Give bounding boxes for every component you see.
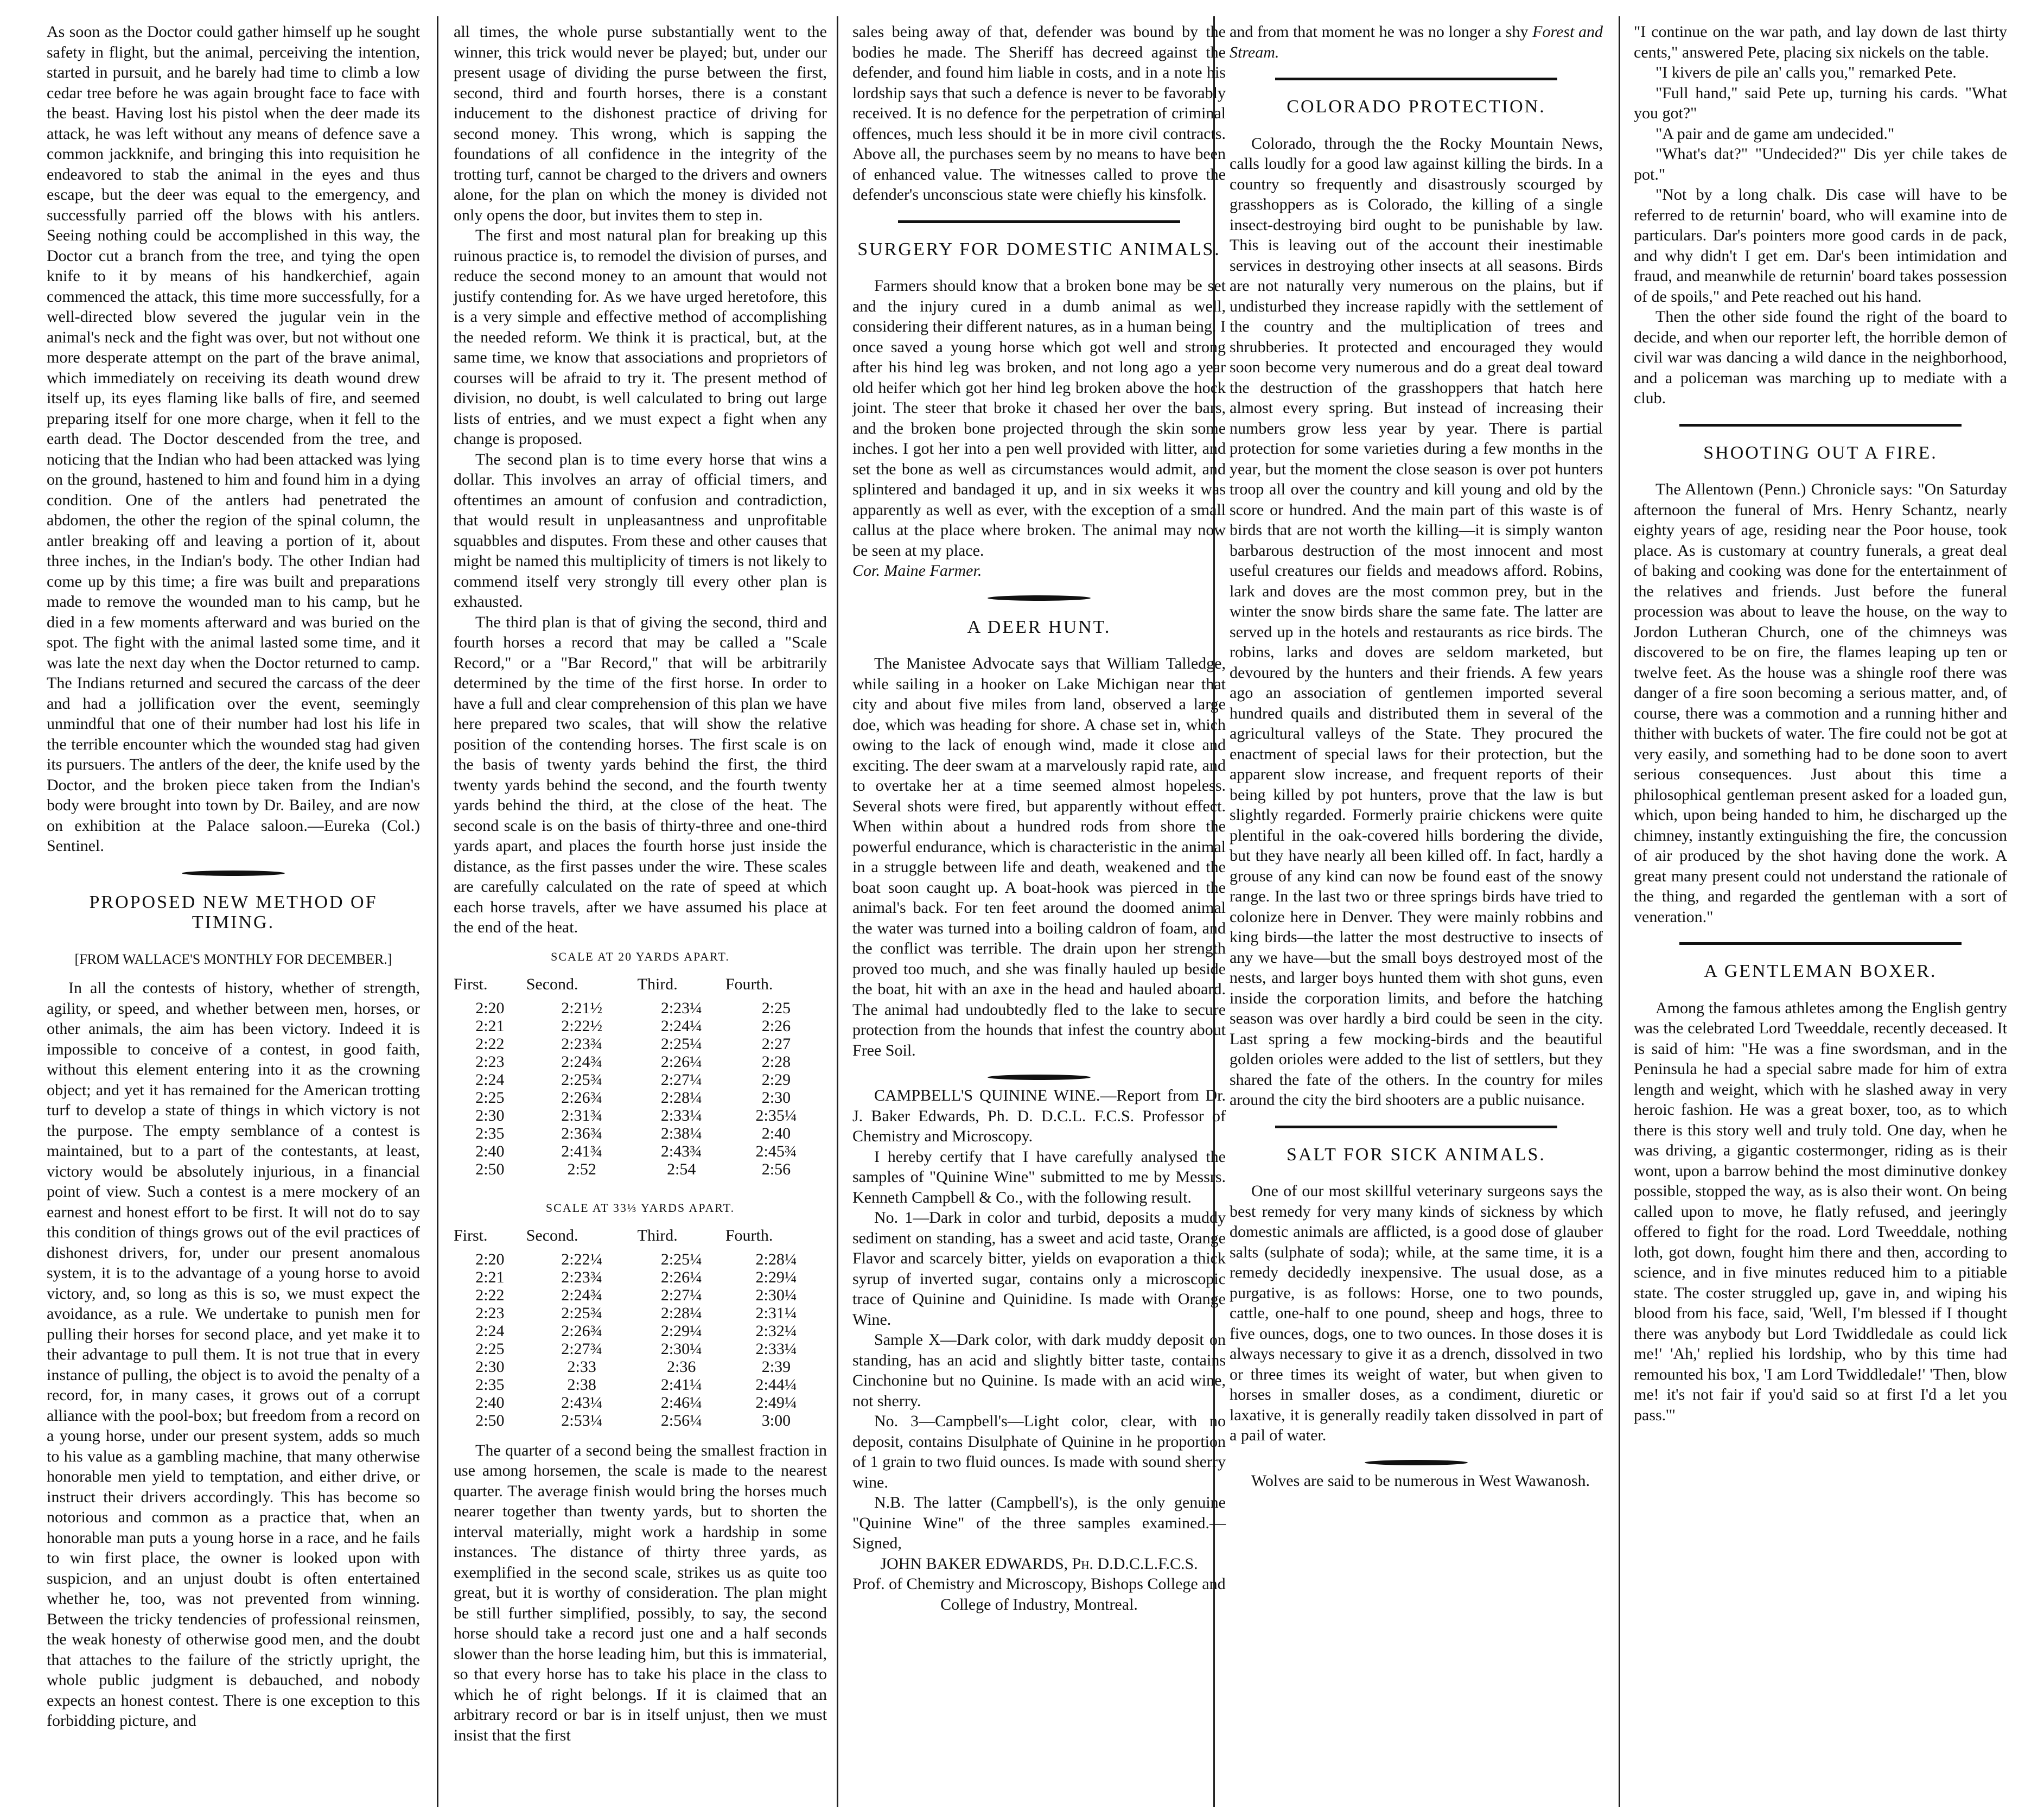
- forest-stream-text: and from that moment he was no longer a shy: [1230, 23, 1529, 41]
- poker-paragraph: Then the other side found the right of the board to decide, and when our reporter left, the horrible demon of civil war was dancing a wild dance in the neighborhood, and a policeman was marching up to mediate with a club.: [1634, 308, 2007, 407]
- scale-cell: 2:24¾: [561, 1286, 603, 1304]
- scale-cell: 2:20: [475, 1250, 505, 1268]
- quinine-paragraph: [852, 1085, 1226, 1147]
- scale-cell: 2:23: [475, 1052, 505, 1071]
- timing-paragraph: In all the contests of history, whether of strength, agility, or speed, and whether between men, horses, or other animals, the aim has been victory. Indeed it is impossible to conceive of a contest, in good faith, without this element entering into it as the crowning object; and yet it has remained for the American trotting turf to develop a state of things in which victory is not the purpose. The empty semblance of a contest is maintained, but to a part of the contestants, at least, victory would be absolutely injurious, in a financial point of view. Such a contest is a mere mockery of an earnest and honest effort to be first. It will not do to say this condition of things grows out of the evil practices of dishonest drivers, for, under our present anomalous system, it is to the advantage of a young horse to avoid victory, and, so long as this is so, we must expect the avoidance, as a rule. We undertake to punish men for pulling their horses for second place, and yet make it to their advantage to pull them. It is not true that in every instance of pulling, the object is to avoid the penalty of a record, for, in many cases, it grows out of a corrupt alliance with the pool-box; but freedom from a record on a young horse, under our present system, adds so much to his value as a gambling machine, that many otherwise honorable men yield to temptation, and either drive, or instruct their drivers accordingly. This has become so notorious and common as a practice that, when an honorable man puts a young horse in a race, and he fails to win first place, the owner is looked upon with suspicion, and an unjust doubt is often entertained whether he, too, was not prevented from winning. Between the tricky tendencies of professional reinsmen, the weak honesty of otherwise good men, and the doubt that attaches to the failure of the strictly upright, the whole public judgment is debauched, and nobody expects an honest contest. There is one exception to this forbidding picture, and: [47, 979, 420, 1730]
- scale-cell: 2:56: [761, 1160, 791, 1178]
- scale-cell: 2:38¼: [660, 1124, 702, 1142]
- deer-hunt-article-title: A DEER HUNT.: [967, 617, 1111, 637]
- scale-cell: 2:22¼: [561, 1250, 603, 1268]
- scale-table-row: [454, 1340, 827, 1358]
- scale-table-row: [454, 1412, 827, 1430]
- scale-table-row: [454, 1160, 827, 1178]
- scale-table-row: [454, 1142, 827, 1160]
- poker-paragraph: "Full hand," said Pete up, turning his cards. "What you got?": [1634, 84, 2007, 122]
- section-separator: [1679, 942, 1962, 945]
- scale-cell: 2:29: [761, 1070, 791, 1089]
- section-separator: [988, 595, 1091, 601]
- scale-cell: 2:33¼: [660, 1106, 702, 1124]
- scale-cell: 2:56¼: [660, 1411, 702, 1430]
- scale-cell: 2:25¾: [561, 1304, 603, 1322]
- poker-paragraph: "I kivers de pile an' calls you," remarked Pete.: [1655, 63, 1957, 81]
- scale-column-header: First.: [454, 1227, 488, 1244]
- quinine-signature-title: Prof. of Chemistry and Microscopy, Bishops College and College of Industry, Montreal.: [852, 1575, 1226, 1613]
- scale-column-header: Fourth.: [725, 975, 773, 993]
- scale-table-row: [454, 1358, 827, 1376]
- scale-cell: 2:54: [667, 1160, 696, 1178]
- scale-cell: 2:25: [475, 1339, 505, 1358]
- section-separator: [1365, 1460, 1468, 1465]
- quinine-paragraph: No. 3—Campbell's—Light color, clear, with no deposit, contains Disulphate of Quinine in he proportion of 1 grain to two fluid ounces. Is made with sound sherry wine.: [852, 1412, 1226, 1491]
- scale-cell: 2:24¼: [660, 1016, 702, 1035]
- section-separator: [988, 1075, 1091, 1080]
- scale-cell: 2:30¼: [660, 1339, 702, 1358]
- forest-stream-byline: Forest and Stream.: [1230, 23, 1603, 61]
- scale-cell: 2:43¾: [660, 1142, 702, 1160]
- scale-table-row: [454, 1250, 827, 1268]
- scale-cell: 2:26¾: [561, 1322, 603, 1340]
- scale-cell: 2:50: [475, 1160, 505, 1178]
- scale-cell: 2:31¾: [561, 1106, 603, 1124]
- scale-table-row: [454, 1089, 827, 1107]
- column-4: [1215, 22, 1617, 1802]
- scale-table-row: [454, 999, 827, 1017]
- scale-table-row: [454, 1394, 827, 1412]
- scale-cell: 2:30: [475, 1357, 505, 1376]
- scale-cell: 2:41¾: [561, 1142, 603, 1160]
- scale-cell: 2:26¾: [561, 1088, 603, 1107]
- scale-cell: 2:21½: [561, 999, 603, 1017]
- scale-cell: 2:27¼: [660, 1286, 702, 1304]
- scale-cell: 2:36: [667, 1357, 696, 1376]
- scale-cell: 2:49¼: [755, 1393, 797, 1412]
- scale-cell: 2:24: [475, 1070, 505, 1089]
- deer-hunt-paragraph: The Manistee Advocate says that William Talledge, while sailing in a hooker on Lake Michigan near that city and about five miles from land, observed a large doe, which was heading for shore. A chase set in, which owing to the lack of enough wind, made it close and exciting. The deer swam at a marvelously rapid rate, and to overtake her at a time seemed almost hopeless. Several shots were fired, but apparently without effect. When within about a hundred rods from shore the powerful endurance, which is characteristic in the animal in a struggle between life and death, weakened and the boat soon caught up. A boat-hook was pierced in the animal's back. For ten feet around the doomed animal the water was turned into a boiling caldron of foam, and the conflict was terrible. The drain upon her strength proved too much, and she was finally hauled up beside the boat, hit with an axe in the head and hauled aboard. The animal had undoubtedly fled to the lake to secure protection from the hounds that infest the country about Free Soil.: [852, 655, 1226, 1059]
- forest-stream-paragraph: [1230, 22, 1603, 62]
- section-separator: [182, 871, 285, 876]
- surgery-paragraph: Farmers should know that a broken bone may be set and the injury cured in a dumb animal as well, considering their different natures, as in a human being. I once saved a young horse which got well and strong after his hind leg was broken, and not long ago a year old heifer which got her hind leg broken above the hock joint. The steer that broke it chased her over the bars, and the broken bone projected through the skin some inches. I got her into a pen well provided with litter, and set the bone as well as circumstances would admit, and splintered and bandaged it up, and in six weeks it was apparently as well as ever, with the exception of a small callus at the place where broken. The animal may now be seen at my place.: [852, 277, 1226, 560]
- scale-cell: 2:21: [475, 1016, 505, 1035]
- scale-cell: 2:24¾: [561, 1052, 603, 1071]
- column-1: [33, 22, 434, 1802]
- scale-cell: 2:35¼: [755, 1106, 797, 1124]
- scale-table-caption: SCALE AT 20 YARDS APART.: [551, 949, 730, 963]
- wolves-paragraph: Wolves are said to be numerous in West Wawanosh.: [1251, 1471, 1590, 1490]
- scale-cell: 2:25¾: [561, 1070, 603, 1089]
- scale-cell: 2:28: [761, 1052, 791, 1071]
- scale-cell: 2:40: [475, 1142, 505, 1160]
- scale-cell: 2:21: [475, 1268, 505, 1286]
- timing-paragraph: The quarter of a second being the smallest fraction in use among horsemen, the scale is made to the nearest quarter. The average finish would bring the horses much nearer together than twenty yards, but to shorten the interval materially, might work a hardship in some instances. The distance of thirty three yards, as exemplified in the second scale, strikes us as quite too great, but it is worthy of consideration. The plan might be still further simplified, possibly, to say, the second horse should take a record just one and a half seconds slower than the horse leading him, but this is immaterial, so that every horse has to take his place in the class to which he of right belongs. If it is claimed that an arbitrary record or bar is in itself unjust, then we must insist that the first: [454, 1441, 827, 1744]
- scale-column-header: Second.: [526, 975, 578, 993]
- scale-table-row: [454, 1053, 827, 1071]
- poker-paragraph: "What's dat?" "Undecided?" Dis yer chile takes de pot.": [1634, 145, 2007, 183]
- timing-paragraph: all times, the whole purse substantially went to the winner, this trick would never be played; but, under our present usage of dividing the purse between the first, second, third and fourth horses, there is a constant inducement to the dishonest practice of driving for second money. This wrong, which is sapping the foundations of all confidence in the integrity of the trotting turf, cannot be charged to the drivers and owners alone, for the plan on which the money is divided not only opens the door, but invites them to step in.: [454, 23, 827, 224]
- scale-table-caption: SCALE AT 33⅓ YARDS APART.: [545, 1200, 735, 1215]
- colorado-article-title: COLORADO PROTECTION.: [1287, 97, 1546, 117]
- column-3: [838, 22, 1240, 1802]
- scale-cell: 2:23: [475, 1304, 505, 1322]
- section-separator: [898, 220, 1180, 223]
- scale-cell: 2:28¼: [660, 1304, 702, 1322]
- scale-cell: 2:35: [475, 1124, 505, 1142]
- scale-cell: 2:20: [475, 999, 505, 1017]
- scale-cell: 2:27¼: [660, 1070, 702, 1089]
- scale-cell: 2:40: [475, 1393, 505, 1412]
- scale-table-row: [454, 1017, 827, 1035]
- scale-table-row: [454, 1304, 827, 1322]
- scale-cell: 2:32¼: [755, 1322, 797, 1340]
- court-case-paragraph: sales being away of that, defender was bound by the bodies he made. The Sheriff has decreed against the defender, and found him liable in costs, and in a note his lordship says that such a defence is never to be favorably received. It is no defence for the perpetration of criminal offences, much less should it be in more civil contracts. Above all, the purchases seem by no means to have been of enhanced value. The witnesses called to prove the defender's unconscious state were chiefly his kinsfolk.: [852, 23, 1226, 204]
- scale-cell: 2:41¼: [660, 1375, 702, 1394]
- scale-cell: 2:23¾: [561, 1268, 603, 1286]
- colorado-paragraph: Colorado, through the the Rocky Mountain News, calls loudly for a good law against killing the birds. In a country so frequently and disastrously scourged by grasshoppers as is Colorado, the killing of a single insect-destroying bird ought to be punishable by law. This is leaving out of the account their inestimable services in destroying other insects at all seasons. Birds are not naturally very numerous on the plains, but if undisturbed they increase rapidly with the settlement of the country and the multiplication of trees and shrubberies. It protected and encouraged they would soon become very numerous and do a great deal toward the destruction of the grasshoppers that hatch here almost every spring. But instead of increasing their numbers grow less year by year. There is partial protection for some varieties during a few months in the year, but the moment the close season is over pot hunters troop all over the country and kill young and old by the score or hundred. And the main part of this waste is of birds that are not worth the killing—it is simply wanton barbarous destruction of the most innocent and most useful creatures our fields and meadows afford. Robins, lark and doves are the most common prey, but in the winter the snow birds share the same fate. The latter are served up in the hotels and restaurants as rice birds. The robins, larks and doves are seldom marketed, but devoured by the hunters and their friends. A few years ago an association of gentlemen imported several hundred quails and distributed them in several of the agricultural valleys of the State. They procured the enactment of special laws for their protection, but the apparent slow increase, and frequent reports of their being killed by pot hunters, prove that the law is but slightly regarded. Formerly prairie chickens were quite plentiful in the oak-covered hills bordering the divide, but they have nearly all been killed off. In fact, hardly a grouse of any kind can now be found east of the snowy range. In the last two or three springs birds have tried to colonize here in Denver. They were mainly robbins and king birds—the latter the most destructive to insects of any we have—but the small boys destroyed most of the nests, and larger boys hunted them with shot guns, even inside the corporation limits, and before the hatching season was over hardly a bird could be seen in the city. Last spring a few mocking-birds and the beautiful golden orioles were added to the list of settlers, but they shared the fate of the others. In the country for miles around the city the bird shooters are a public nuisance.: [1230, 134, 1603, 1109]
- scale-table-row: [454, 1124, 827, 1142]
- scale-cell: 2:25: [761, 999, 791, 1017]
- poker-paragraph: "I continue on the war path, and lay down de last thirty cents," answered Pete, placing six nickels on the table.: [1634, 23, 2007, 61]
- scale-cell: 2:25¼: [660, 1250, 702, 1268]
- scale-cell: 2:22: [475, 1034, 505, 1053]
- scale-cell: 2:44¼: [755, 1375, 797, 1394]
- scale-table-row: [454, 1322, 827, 1340]
- scale-cell: 2:33: [567, 1357, 596, 1376]
- boxer-article-title: A GENTLEMAN BOXER.: [1704, 961, 1937, 981]
- fire-article-title: SHOOTING OUT A FIRE.: [1703, 442, 1938, 463]
- scale-cell: 2:30: [475, 1106, 505, 1124]
- scale-table-row: [454, 1286, 827, 1304]
- timing-paragraph: The second plan is to time every horse that wins a dollar. This involves an array of official timers, and oftentimes an amount of confusion and contradiction, that would result in unpleasantness and unprofitable squabbles and disputes. From these and other causes that might be named this multiplicity of timers is not likely to commend itself very strongly till every other plan is exhausted.: [454, 450, 827, 611]
- scale-table-row: [454, 1268, 827, 1286]
- scale-cell: 2:22: [475, 1286, 505, 1304]
- scale-cell: 3:00: [761, 1411, 791, 1430]
- section-separator: [1275, 78, 1557, 80]
- scale-cell: 2:29¼: [755, 1268, 797, 1286]
- scale-table-33-yards: [454, 1189, 827, 1430]
- quinine-paragraph: Sample X—Dark color, with dark muddy deposit on standing, has an acid and slightly bitter taste, contains Cinchonine but no Quinine. Is made with an acid wine, not sherry.: [852, 1331, 1226, 1410]
- scale-cell: 2:23¼: [660, 999, 702, 1017]
- column-rule: [437, 16, 438, 1807]
- scale-table-row: [454, 1071, 827, 1089]
- scale-column-header: Third.: [637, 1227, 678, 1244]
- deer-attack-paragraph: As soon as the Doctor could gather himself up he sought safety in flight, but the animal, perceiving the intention, started in pursuit, and he barely had time to climb a low cedar tree before he was again brought face to face with the beast. Having lost his pistol when the deer made its attack, he was left without any means of defence save a common jackknife, and bringing this into requisition he endeavored to stab the animal in the eyes and thus escape, but the deer was equal to the emergency, and successfully parried off the blows with his antlers. Seeing nothing could be accomplished in this way, the Doctor cut a branch from the tree, and tying the open knife to it by means of his handkerchief, again commenced the attack, this time more successfully, for a well-directed blow severed the jugular vein in the animal's neck and the fight was over, but not without one more desperate attempt on the part of the brave animal, which immediately on receiving its death wound drew itself up, its eyes flaming like balls of fire, and seemed preparing itself for one more charge, when it fell to the earth dead. The Doctor descended from the tree, and noticing that the Indian who had been attacked was lying on the ground, hastened to him and found him in a dying condition. One of the antlers had penetrated the abdomen, the other the region of the spinal column, the antler breaking off and leaving a portion of it, about three inches, in the Indian's body. The other Indian had come up by this time; a fire was built and preparations made to remove the wounded man to his camp, but he died in a few moments afterward and was buried on the spot. The fight with the animal lasted some time, and it was late the next day when the Doctor returned to camp. The Indians returned and secured the carcass of the deer and had a jollification over the event, seemingly unmindful that one of their number had lost his life in the terrible encounter which the wounded stag had given its pursuers. The antlers of the deer, the knife used by the Doctor, and the broken piece taken from the Indian's body were brought into town by Dr. Bailey, and are now on exhibition at the Palace saloon.—Eureka (Col.) Sentinel.: [47, 23, 420, 855]
- salt-paragraph: One of our most skillful veterinary surgeons says the best remedy for very many kinds of sickness by which domestic animals are afflicted, is a good dose of glauber salts (sulphate of soda); while, at the same time, it is a remedy decidedly inexpensive. The usual dose, as a purgative, is as follows: Horse, one to two pounds, cattle, one-half to one pound, sheep and hogs, three to five ounces, dogs, one to two ounces. In those doses it is always necessary to give it as a drench, dissolved in two or three times its weight of water, but when given to horses in smaller doses, as a condiment, diuretic or laxative, it is generally readily taken dissolved in part of a pail of water.: [1230, 1182, 1603, 1444]
- scale-cell: 2:30: [761, 1088, 791, 1107]
- scale-cell: 2:25¼: [660, 1034, 702, 1053]
- scale-table-row: [454, 1107, 827, 1124]
- scale-cell: 2:38: [567, 1375, 596, 1394]
- timing-source-line: [FROM WALLACE'S MONTHLY FOR DECEMBER.]: [74, 951, 392, 967]
- quinine-paragraph: I hereby certify that I have carefully analysed the samples of "Quinine Wine" submitted to me by Messrs. Kenneth Campbell & Co., with the following result.: [852, 1147, 1226, 1206]
- scale-cell: 2:30¼: [755, 1286, 797, 1304]
- surgery-article-title: SURGERY FOR DOMESTIC ANIMALS.: [857, 239, 1221, 259]
- scale-cell: 2:43¼: [561, 1393, 603, 1412]
- salt-article-title: SALT FOR SICK ANIMALS.: [1287, 1144, 1546, 1165]
- scale-cell: 2:29¼: [660, 1322, 702, 1340]
- scale-cell: 2:46¼: [660, 1393, 702, 1412]
- scale-cell: 2:35: [475, 1375, 505, 1394]
- quinine-signature: JOHN BAKER EDWARDS, Ph. D.D.C.L.F.C.S.: [880, 1554, 1198, 1573]
- section-separator: [1679, 424, 1962, 427]
- column-2: [440, 22, 841, 1802]
- scale-cell: 2:28¼: [755, 1250, 797, 1268]
- quinine-paragraph: N.B. The latter (Campbell's), is the only genuine "Quinine Wine" of the three samples examined.—Signed,: [852, 1494, 1226, 1552]
- scale-cell: 2:31¼: [755, 1304, 797, 1322]
- scale-cell: 2:23¾: [561, 1034, 603, 1053]
- scale-cell: 2:45¾: [755, 1142, 797, 1160]
- scale-cell: 2:39: [761, 1357, 791, 1376]
- section-separator: [1275, 1126, 1557, 1128]
- scale-table-row: [454, 1035, 827, 1053]
- scale-column-header: Third.: [637, 975, 678, 993]
- scale-cell: 2:26¼: [660, 1052, 702, 1071]
- fire-paragraph: The Allentown (Penn.) Chronicle says: "On Saturday afternoon the funeral of Mrs. Henry Schantz, nearly eighty years of age, residing near the Poor house, took place. As is customary at country funerals, a great deal of baking and cooking was done for the entertainment of the relatives and friends. Just before the funeral procession was about to leave the house, on the way to Jordon Lutheran Church, one of the chimneys was discovered to be on fire, the flames leaping up ten or twelve feet. As the house was a shingle roof there was danger of a fire soon becoming a serious matter, and, of course, there was a commotion and a running hither and thither with buckets of water. The fire could not be got at very easily, and something had to be done soon to avert serious consequences. Just about this time a philosophical gentleman present asked for a loaded gun, which, upon being handed to him, he discharged up the chimney, instantly extinguishing the fire, the concussion of air produced by the shot having done the work. A great many present could not understand the rationale of the thing, and regarded the gentleman with a sort of veneration.": [1634, 480, 2007, 926]
- quinine-paragraph: No. 1—Dark in color and turbid, deposits a muddy sediment on standing, has a sweet and acid taste, Orange Flavor and scarcely bitter, yields on evaporation a thick syrup of inverted sugar, contains only a microscopic trace of Quinine and Quinidine. Is made with Orange Wine.: [852, 1209, 1226, 1329]
- scale-cell: 2:25: [475, 1088, 505, 1107]
- scale-cell: 2:52: [567, 1160, 596, 1178]
- scale-table-row: [454, 1376, 827, 1394]
- scale-column-header: Fourth.: [725, 1227, 773, 1244]
- scale-column-header: First.: [454, 975, 488, 993]
- scale-cell: 2:28¼: [660, 1088, 702, 1107]
- scale-cell: 2:27¾: [561, 1339, 603, 1358]
- scale-cell: 2:33¼: [755, 1339, 797, 1358]
- boxer-paragraph: Among the famous athletes among the English gentry was the celebrated Lord Tweeddale, recently deceased. It is said of him: "He was a fine swordsman, and in the Peninsula he had a special sabre made for him of extra length and weight, which with he slashed away in very heroic fashion. He was a great boxer, too, as to which there is this story well and truly told. One day, when he was driving, a gigantic costermonger, riding as is their wont, upon a barrow behind the most diminutive donkey possible, stopped the way, as is also their wont. On being called upon to move, he flatly refused, and jeeringly offered to fight for the road. Lord Tweeddale, nothing loth, got down, fought him there and then, according to science, and in five minutes reduced him to a pitiable state. The coster struggled up, gave in, and wiping his blood from his face, said, 'Well, I'm blessed if I thought there was anybody but Lord Twiddledale as could lick me!' 'Ah,' replied his lordship, who by this time had remounted his box, 'I am Lord Twiddledale!' 'Then, blow me! it's not fair if you'd said so at first I'd a let you pass.'": [1634, 999, 2007, 1424]
- scale-cell: 2:26¼: [660, 1268, 702, 1286]
- scale-column-header: Second.: [526, 1227, 578, 1244]
- timing-paragraph: The third plan is that of giving the second, third and fourth horses a record that may be called a "Scale Record," or a "Bar Record," that will be arbitrarily determined by the time of the first horse. In order to have a full and clear comprehension of this plan we have here prepared two scales, that will show the relative position of the contending horses. The first scale is on the basis of twenty yards behind the first, the third twenty yards behind the second, and the fourth twenty yards behind the third, at the close of the heat. The second scale is on the basis of thirty-three and one-third yards apart, and places the fourth horse just inside the distance, as the first passes under the wire. These scales are carefully calculated on the rate of speed at which each horse travels, after we have assumed his place at the end of the heat.: [454, 613, 827, 936]
- poker-paragraph: "A pair and de game am undecided.": [1655, 124, 1895, 143]
- scale-cell: 2:24: [475, 1322, 505, 1340]
- quinine-lead-text: —Report from Dr. J. Baker Edwards, Ph. D. D.C.L. F.C.S. Professor of Chemistry and Microscopy.: [852, 1087, 1226, 1145]
- timing-article-title: PROPOSED NEW METHOD OF TIMING.: [89, 892, 378, 932]
- scale-cell: 2:53¼: [561, 1411, 603, 1430]
- scale-cell: 2:27: [761, 1034, 791, 1053]
- poker-paragraph: "Not by a long chalk. Dis case will have to be referred to de returnin' board, who will examine into de particulars. Dar's pointers more good cards in de pack, and why didn't I get em. Dar's been intimidation and fraud, and meanwhile de returnin' board takes possession of de spoils," and Pete reached out his hand.: [1634, 186, 2007, 306]
- scale-cell: 2:22½: [561, 1016, 603, 1035]
- surgery-byline: Cor. Maine Farmer.: [852, 562, 982, 580]
- scale-cell: 2:40: [761, 1124, 791, 1142]
- quinine-lead: CAMPBELL'S QUININE WINE.: [874, 1087, 1100, 1104]
- column-5: [1620, 22, 2021, 1802]
- timing-paragraph: The first and most natural plan for breaking up this ruinous practice is, to remodel the division of purses, and reduce the second money to an amount that would not justify contending for. As we have urged heretofore, this is a very simple and effective method of accomplishing the needed reform. We think it is practical, but, at the same time, we know that associations and proprietors of courses will be afraid to try it. The present method of division, no doubt, is well calculated to bring out large lists of entries, and we must expect a fight when any change is proposed.: [454, 226, 827, 448]
- scale-cell: 2:26: [761, 1016, 791, 1035]
- scale-cell: 2:36¾: [561, 1124, 603, 1142]
- scale-cell: 2:50: [475, 1411, 505, 1430]
- scale-table-20-yards: [454, 938, 827, 1178]
